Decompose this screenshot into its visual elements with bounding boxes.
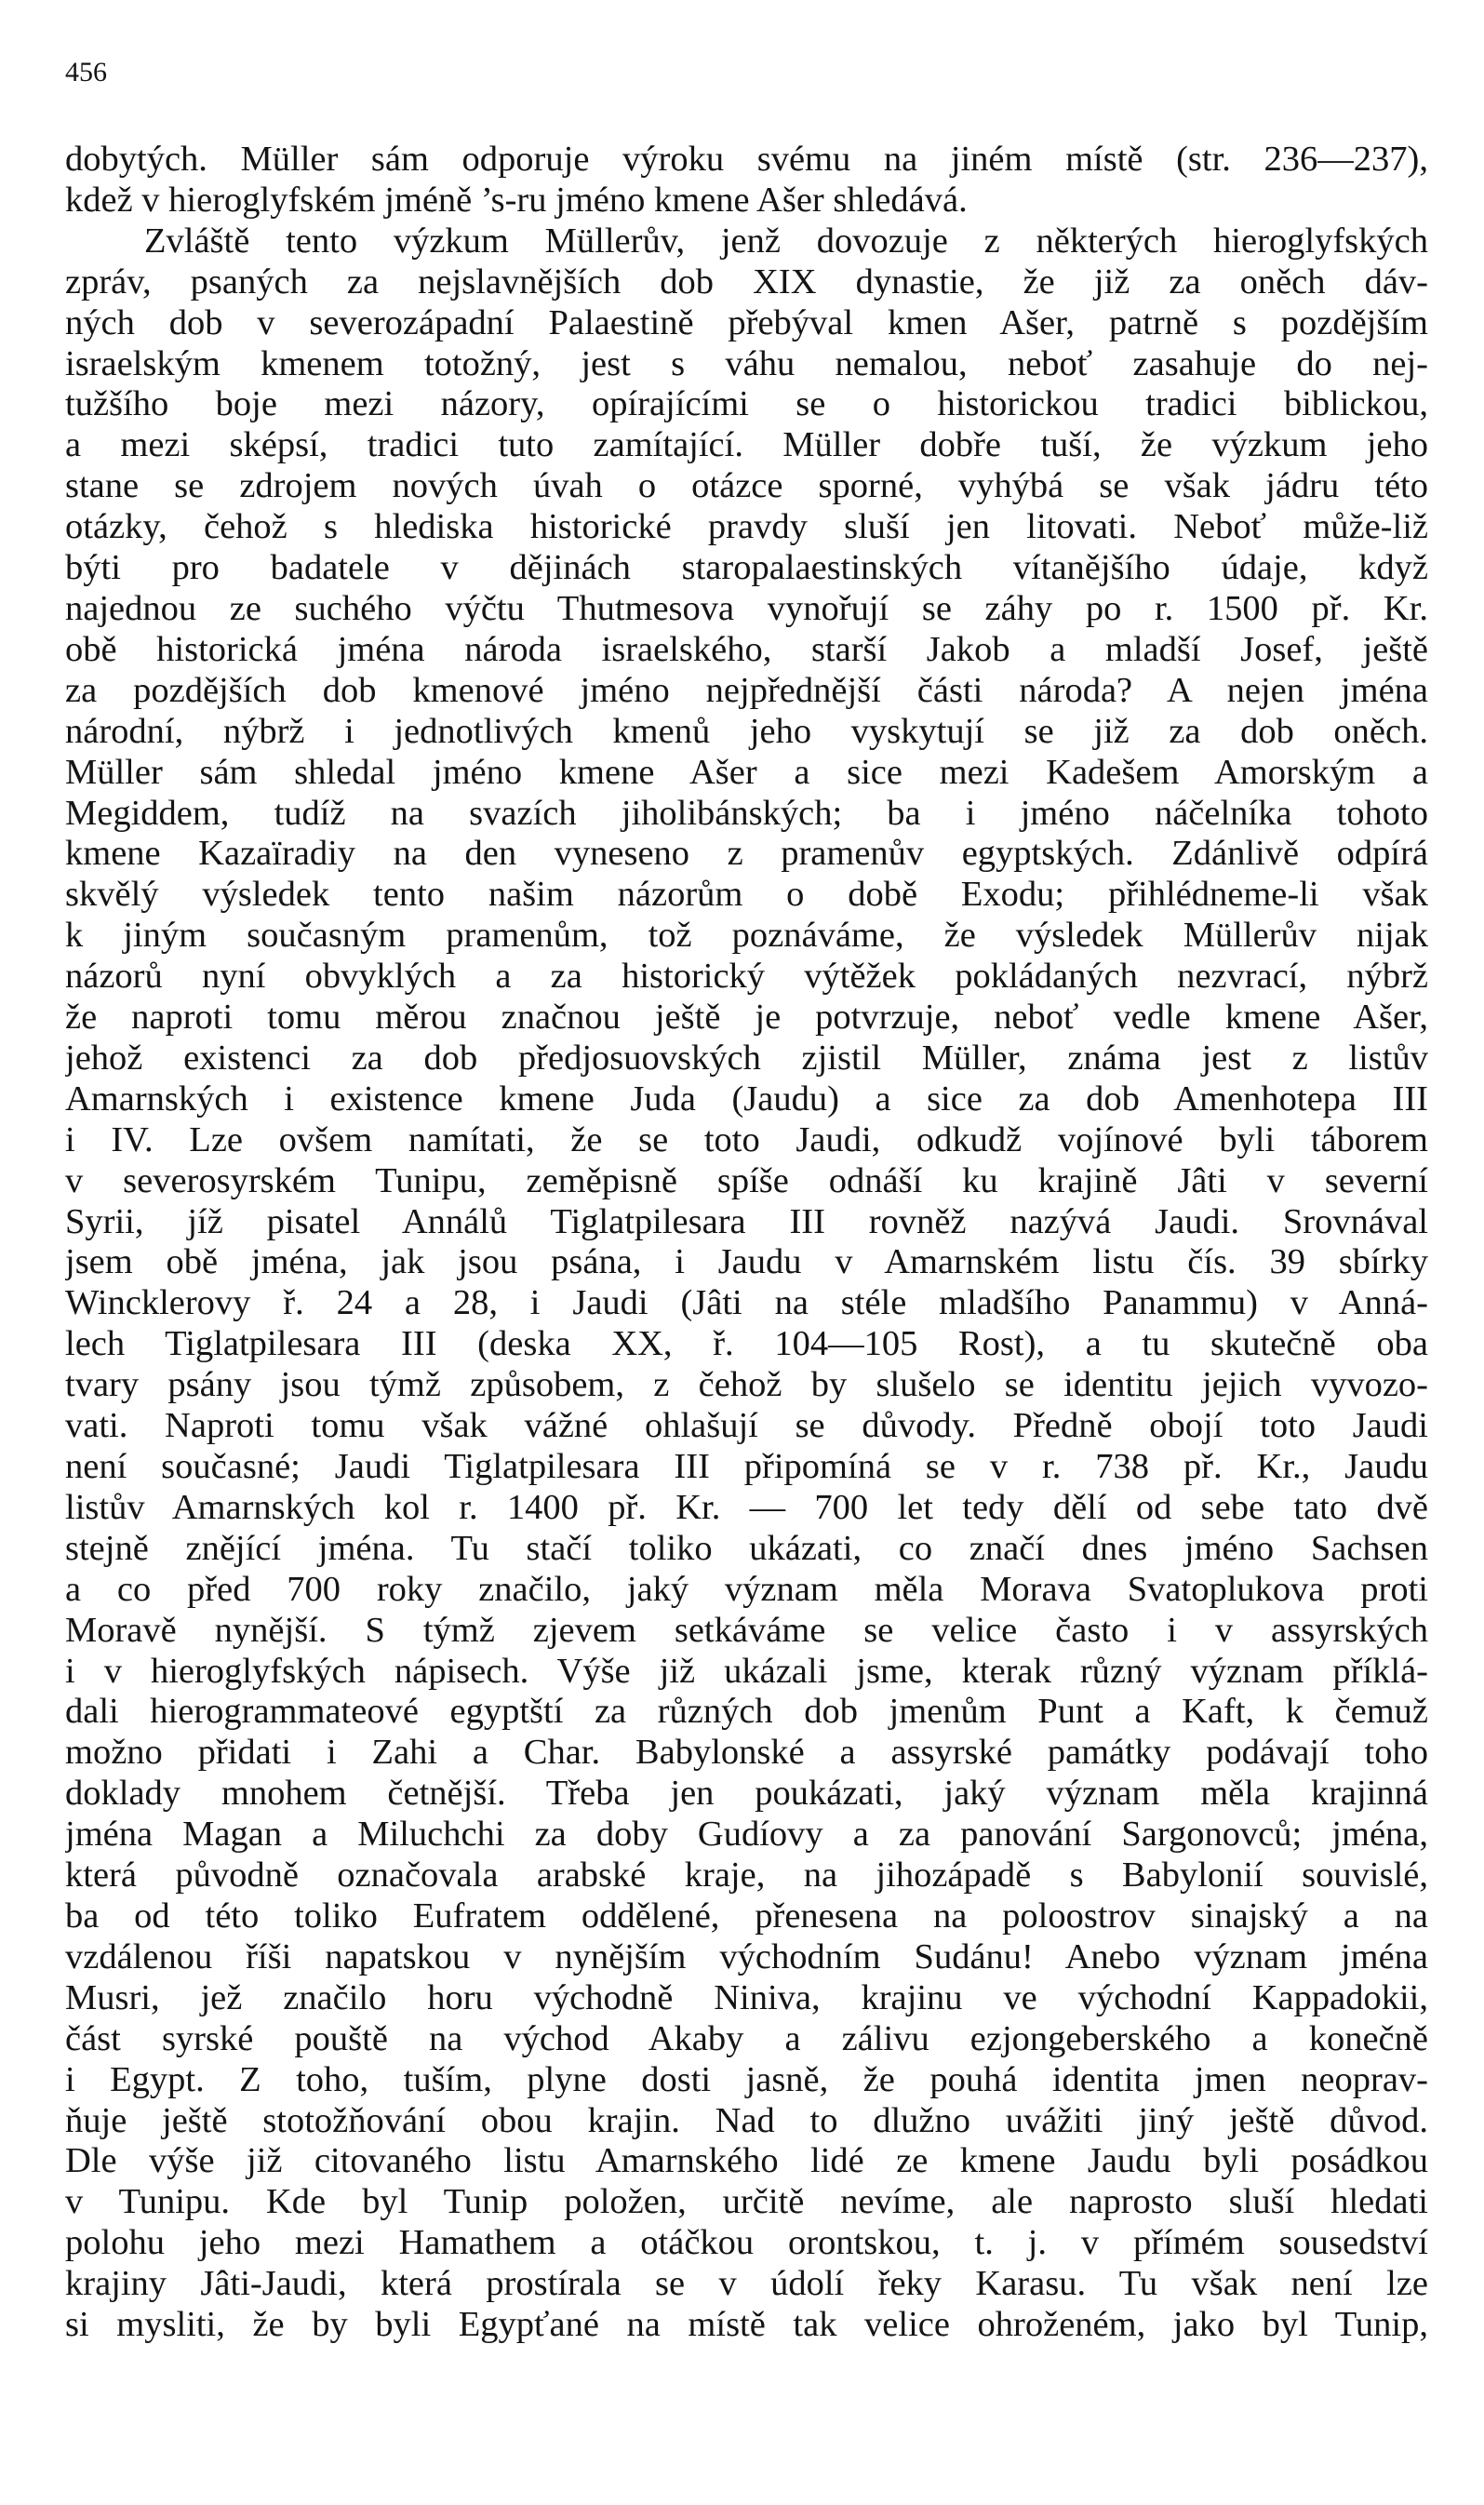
text-line: si mysliti, že by byli Egypťané na místě tak velice ohroženém, jako byl Tunip,: [65, 2305, 1428, 2345]
text-line: otázky, čehož s hlediska historické pravdy sluší jen litovati. Neboť může-liž: [65, 507, 1428, 547]
text-line: k jiným současným pramenům, tož poznáváme, že výsledek Müllerův nijak: [65, 916, 1428, 956]
text-line: dali hierogrammateové egyptští za různých dob jmenům Punt a Kaft, k čemuž: [65, 1692, 1428, 1732]
text-line: v severosyrském Tunipu, zeměpisně spíše odnáší ku krajině Jâti v severní: [65, 1160, 1428, 1200]
text-line: Megiddem, tudíž na svazích jiholibánských; ba i jméno náčelníka tohoto: [65, 793, 1428, 833]
text-line: vati. Naproti tomu však vážné ohlašují se důvody. Předně obojí toto Jaudi: [65, 1406, 1428, 1446]
text-line: Müller sám shledal jméno kmene Ašer a sice mezi Kadešem Amorským a: [65, 752, 1428, 792]
text-line: jména Magan a Miluchchi za doby Gudíovy a za panování Sargonovců; jména,: [65, 1815, 1428, 1855]
text-line: Amarnských i existence kmene Juda (Jaudu) a sice za dob Amenhotepa III: [65, 1078, 1428, 1119]
text-line: v Tunipu. Kde byl Tunip položen, určitě nevíme, ale naprosto sluší hledati: [65, 2182, 1428, 2222]
body-text: [65, 140, 1428, 2346]
text-line: israelským kmenem totožný, jest s váhu nemalou, neboť zasahuje do nej-: [65, 343, 1428, 383]
text-line: listův Amarnských kol r. 1400 př. Kr. — 700 let tedy dělí od sebe tato dvě: [65, 1487, 1428, 1527]
text-line: a co před 700 roky značilo, jaký význam měla Morava Svatoplukova proti: [65, 1569, 1428, 1609]
text-line: stejně znějící jména. Tu stačí toliko ukázati, co značí dnes jméno Sachsen: [65, 1528, 1428, 1568]
text-line: část syrské pouště na východ Akaby a zálivu ezjongeberského a konečně: [65, 2018, 1428, 2058]
text-line: kmene Kazaïradiy na den vyneseno z pramenův egyptských. Zdánlivě odpírá: [65, 834, 1428, 874]
text-line: Wincklerovy ř. 24 a 28, i Jaudi (Jâti na stéle mladšího Panammu) v Anná-: [65, 1283, 1428, 1323]
text-line: tužšího boje mezi názory, opírajícími se o historickou tradici biblickou,: [65, 384, 1428, 424]
text-line: názorů nyní obvyklých a za historický výtěžek pokládaných nezvrací, nýbrž: [65, 957, 1428, 997]
text-line: doklady mnohem četnější. Třeba jen poukázati, jaký význam měla krajinná: [65, 1774, 1428, 1814]
text-line: i IV. Lze ovšem namítati, že se toto Jaudi, odkudž vojínové byli táborem: [65, 1119, 1428, 1159]
text-line: kdež v hieroglyfském jméně ’s-ru jméno kmene Ašer shledává.: [65, 180, 968, 220]
text-line: stane se zdrojem nových úvah o otázce sporné, vyhýbá se však jádru této: [65, 466, 1428, 506]
text-line: najednou ze suchého výčtu Thutmesova vynořují se záhy po r. 1500 př. Kr.: [65, 588, 1428, 628]
text-line: dobytých. Müller sám odporuje výroku svému na jiném místě (str. 236—237),: [65, 140, 1428, 179]
text-line: národní, nýbrž i jednotlivých kmenů jeho vyskytují se již za dob oněch.: [65, 711, 1428, 751]
text-line: krajiny Jâti-Jaudi, která prostírala se v údolí řeky Karasu. Tu však není lze: [65, 2264, 1428, 2304]
text-line: za pozdějších dob kmenové jméno nejpřednější části národa? A nejen jména: [65, 670, 1428, 710]
text-line: ba od této toliko Eufratem oddělené, přenesena na poloostrov sinajský a na: [65, 1895, 1428, 1936]
text-line: polohu jeho mezi Hamathem a otáčkou orontskou, t. j. v přímém sousedství: [65, 2223, 1428, 2263]
text-line: možno přidati i Zahi a Char. Babylonské a assyrské památky podávají toho: [65, 1733, 1428, 1773]
text-line: skvělý výsledek tento našim názorům o době Exodu; přihlédneme-li však: [65, 875, 1428, 915]
text-line: vzdálenou říši napatskou v nynějším východním Sudánu! Anebo význam jména: [65, 1936, 1428, 1976]
text-line: Moravě nynější. S týmž zjevem setkáváme se velice často i v assyrských: [65, 1610, 1428, 1650]
text-line: není současné; Jaudi Tiglatpilesara III připomíná se v r. 738 př. Kr., Jaudu: [65, 1447, 1428, 1486]
text-line: Zvláště tento výzkum Müllerův, jenž dovozuje z některých hieroglyfských: [144, 221, 1428, 261]
text-line: Musri, jež značilo horu východně Niniva, krajinu ve východní Kappadokii,: [65, 1977, 1428, 2017]
text-line: jsem obě jména, jak jsou psána, i Jaudu v Amarnském listu čís. 39 sbírky: [65, 1242, 1428, 1282]
text-line: a mezi sképsí, tradici tuto zamítající. Müller dobře tuší, že výzkum jeho: [65, 425, 1428, 465]
text-line: zpráv, psaných za nejslavnějších dob XIX dynastie, že již za oněch dáv-: [65, 261, 1428, 301]
page-number: 456: [65, 57, 107, 87]
text-line: tvary psány jsou týmž způsobem, z čehož by slušelo se identitu jejich vyvozo-: [65, 1365, 1428, 1405]
text-line: která původně označovala arabské kraje, na jihozápadě s Babylonií souvislé,: [65, 1855, 1428, 1895]
text-line: ných dob v severozápadní Palaestině přebýval kmen Ašer, patrně s pozdějším: [65, 302, 1428, 342]
text-line: že naproti tomu měrou značnou ještě je potvrzuje, neboť vedle kmene Ašer,: [65, 998, 1428, 1038]
text-line: lech Tiglatpilesara III (deska XX, ř. 104—105 Rost), a tu skutečně oba: [65, 1324, 1428, 1364]
text-line: i v hieroglyfských nápisech. Výše již ukázali jsme, kterak různý význam příklá-: [65, 1651, 1428, 1691]
text-line: býti pro badatele v dějinách staropalaestinských vítanějšího údaje, když: [65, 548, 1428, 588]
text-line: i Egypt. Z toho, tuším, plyne dosti jasně, že pouhá identita jmen neoprav-: [65, 2059, 1428, 2099]
text-line: Syrii, jíž pisatel Annálů Tiglatpilesara III rovněž nazývá Jaudi. Srovnával: [65, 1201, 1428, 1241]
text-line: ňuje ještě stotožňování obou krajin. Nad to dlužno uvážiti jiný ještě důvod.: [65, 2100, 1428, 2140]
text-line: obě historická jména národa israelského, starší Jakob a mladší Josef, ještě: [65, 629, 1428, 669]
text-line: Dle výše již citovaného listu Amarnského lidé ze kmene Jaudu byli posádkou: [65, 2141, 1428, 2181]
text-line: jehož existenci za dob předjosuovských zjistil Müller, známa jest z listův: [65, 1038, 1428, 1078]
